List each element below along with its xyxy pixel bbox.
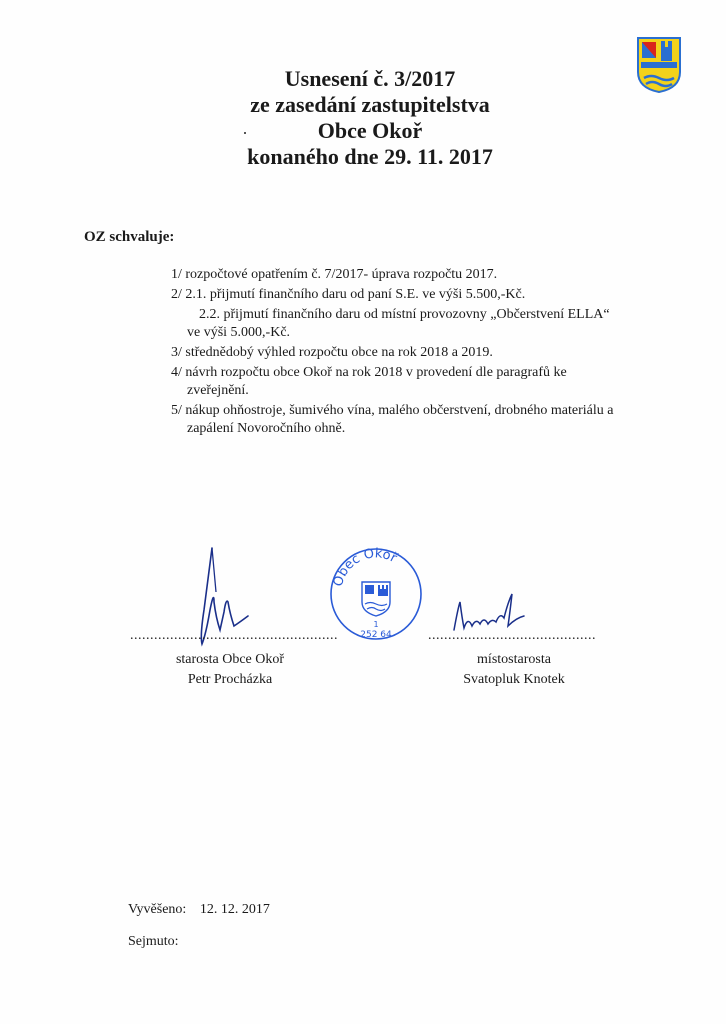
list-item — [171, 266, 661, 284]
stamp-number: 1 — [373, 620, 379, 629]
scan-dot — [244, 132, 246, 134]
resolution-items — [171, 266, 661, 440]
mayor-signature-line: .................................................... — [130, 628, 338, 643]
stamp-text: Obec Okoř — [330, 546, 400, 589]
list-item — [171, 286, 661, 304]
deputy-name: Svatopluk Knotek — [463, 672, 565, 687]
item-text: 2.2. přijmutí finančního daru od místní provozovny „Občerstvení ELLA“ — [199, 307, 610, 322]
item-number: 4/ — [171, 365, 182, 380]
mayor-signature-block — [130, 650, 330, 690]
posted-label: Vyvěšeno: — [128, 902, 187, 917]
item-text-continuation: ve výši 5.000,-Kč. — [187, 325, 291, 340]
item-text: rozpočtové opatřením č. 7/2017- úprava rozpočtu 2017. — [185, 267, 498, 282]
list-item — [171, 364, 661, 400]
title-line-3: Obce Okoř — [317, 118, 423, 143]
section-heading: OZ schvaluje: — [84, 229, 175, 245]
coat-of-arms-icon — [636, 36, 682, 94]
item-text-continuation: zapálení Novoročního ohně. — [187, 421, 346, 436]
item-number: 5/ — [171, 403, 182, 418]
title-line-4: konaného dne 29. 11. 2017 — [247, 144, 493, 169]
item-text: návrh rozpočtu obce Okoř na rok 2018 v provedení dle paragrafů ke — [185, 365, 567, 380]
item-text-continuation: zveřejnění. — [187, 383, 249, 398]
posted-date-row — [128, 902, 270, 918]
mayor-name: Petr Procházka — [187, 672, 273, 687]
document-title — [160, 66, 580, 170]
item-number: 2/ — [171, 287, 182, 302]
title-line-2: ze zasedání zastupitelstva — [250, 92, 490, 117]
item-text: 2.1. přijmutí finančního daru od paní S.E. ve výši 5.500,-Kč. — [185, 287, 526, 302]
item-text: střednědobý výhled rozpočtu obce na rok 2018 a 2019. — [185, 345, 493, 360]
mayor-role: starosta Obce Okoř — [175, 652, 285, 667]
item-number: 1/ — [171, 267, 182, 282]
title-line-1: Usnesení č. 3/2017 — [284, 66, 456, 91]
stamp-postcode: 252 64 — [360, 630, 392, 640]
deputy-role: místostarosta — [477, 652, 551, 667]
municipal-stamp — [328, 546, 424, 642]
list-item — [171, 344, 661, 362]
deputy-signature-line: .......................................... — [428, 628, 596, 643]
item-number: 3/ — [171, 345, 182, 360]
removed-label: Sejmuto: — [128, 934, 179, 949]
posted-date: 12. 12. 2017 — [199, 902, 270, 917]
deputy-signature-block — [414, 650, 614, 690]
removed-date-row — [128, 934, 179, 950]
list-subitem — [171, 306, 661, 342]
item-text: nákup ohňostroje, šumivého vína, malého občerstvení, drobného materiálu a — [185, 403, 614, 418]
list-item — [171, 402, 661, 438]
